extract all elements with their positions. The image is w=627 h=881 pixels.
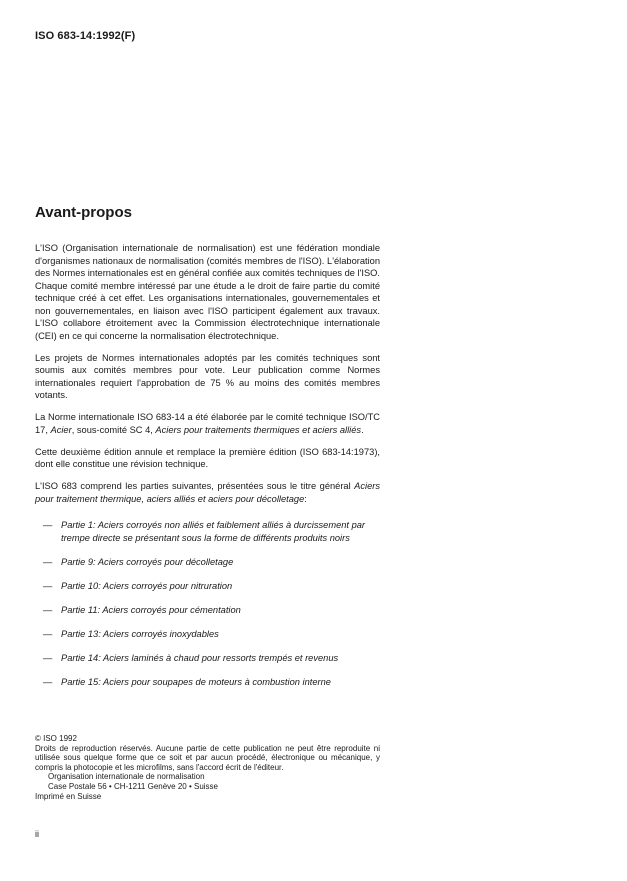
paragraph-committee: La Norme internationale ISO 683-14 a été élaborée par le comité technique ISO/TC 17, Acier, sous-comité SC 4, Aciers pour traitements thermiques et aciers alliés. (35, 412, 380, 435)
list-item: — Partie 13: Aciers corroyés inoxydables (43, 628, 219, 639)
list-item: — Partie 11: Aciers corroyés pour cémentation (43, 604, 241, 615)
paragraph-iso-intro: L'ISO (Organisation internationale de normalisation) est une fédération mondiale d'organismes nationaux de normalisation (comités membres de l'ISO). L'élaboration des Normes internationales est en général confiée aux comités techniques de l'ISO. Chaque comité membre intéressé par une étude a le droit de faire partie du comité technique créé à cet effet. Les organisations internationales, gouvernementales et non gouvernementales, en liaison avec l'ISO participent également aux travaux. L'ISO collabore étroitement avec la Commission électrotechnique internationale (CEI) en ce qui concerne la normalisation électrotechnique. (35, 243, 380, 341)
list-item: — Partie 10: Aciers corroyés pour nitruration (43, 580, 233, 591)
rights-notice: Droits de reproduction réservés. Aucune partie de cette publication ne peut être reproduite ni utilisée sous quelque forme que ce soit et par aucun procédé, électronique ou mécanique, y compris la photocopie et les microfilms, sans l'accord écrit de l'éditeur. (35, 743, 380, 772)
publisher-name: Organisation internationale de normalisation (48, 772, 205, 782)
page-number: ii (35, 829, 39, 839)
list-item: — Partie 9: Aciers corroyés pour décolletage (43, 556, 234, 567)
paragraph-voting: Les projets de Normes internationales adoptés par les comités techniques sont soumis aux comités membres pour vote. Leur publication comme Normes internationales requiert l'approbation de 75 % au moins des comités membres votants. (35, 352, 380, 400)
foreword-body (35, 242, 380, 700)
parts-list (35, 519, 380, 688)
paragraph-edition: Cette deuxième édition annule et remplace la première édition (ISO 683-14:1973), dont elle constitue une révision technique. (35, 446, 380, 469)
list-item: — Partie 15: Aciers pour soupapes de moteurs à combustion interne (43, 676, 331, 687)
copyright-line: © ISO 1992 (35, 734, 77, 743)
publisher-address: Case Postale 56 • CH-1211 Genève 20 • Suisse (48, 781, 218, 791)
printed-in: Imprimé en Suisse (35, 791, 102, 801)
list-item: — Partie 14: Aciers laminés à chaud pour ressorts trempés et revenus (43, 652, 339, 663)
standard-identifier: ISO 683-14:1992(F) (35, 30, 136, 42)
paragraph-parts-intro: L'ISO 683 comprend les parties suivantes, présentées sous le titre général Aciers pour traitement thermique, aciers alliés et aciers pour décolletage: (35, 481, 380, 504)
copyright-block (35, 734, 380, 801)
list-item: — Partie 1: Aciers corroyés non alliés et faiblement alliés à durcissement par trempe directe se présentant sous la forme de différents produits noirs (43, 520, 366, 543)
section-title: Avant-propos (35, 204, 132, 221)
